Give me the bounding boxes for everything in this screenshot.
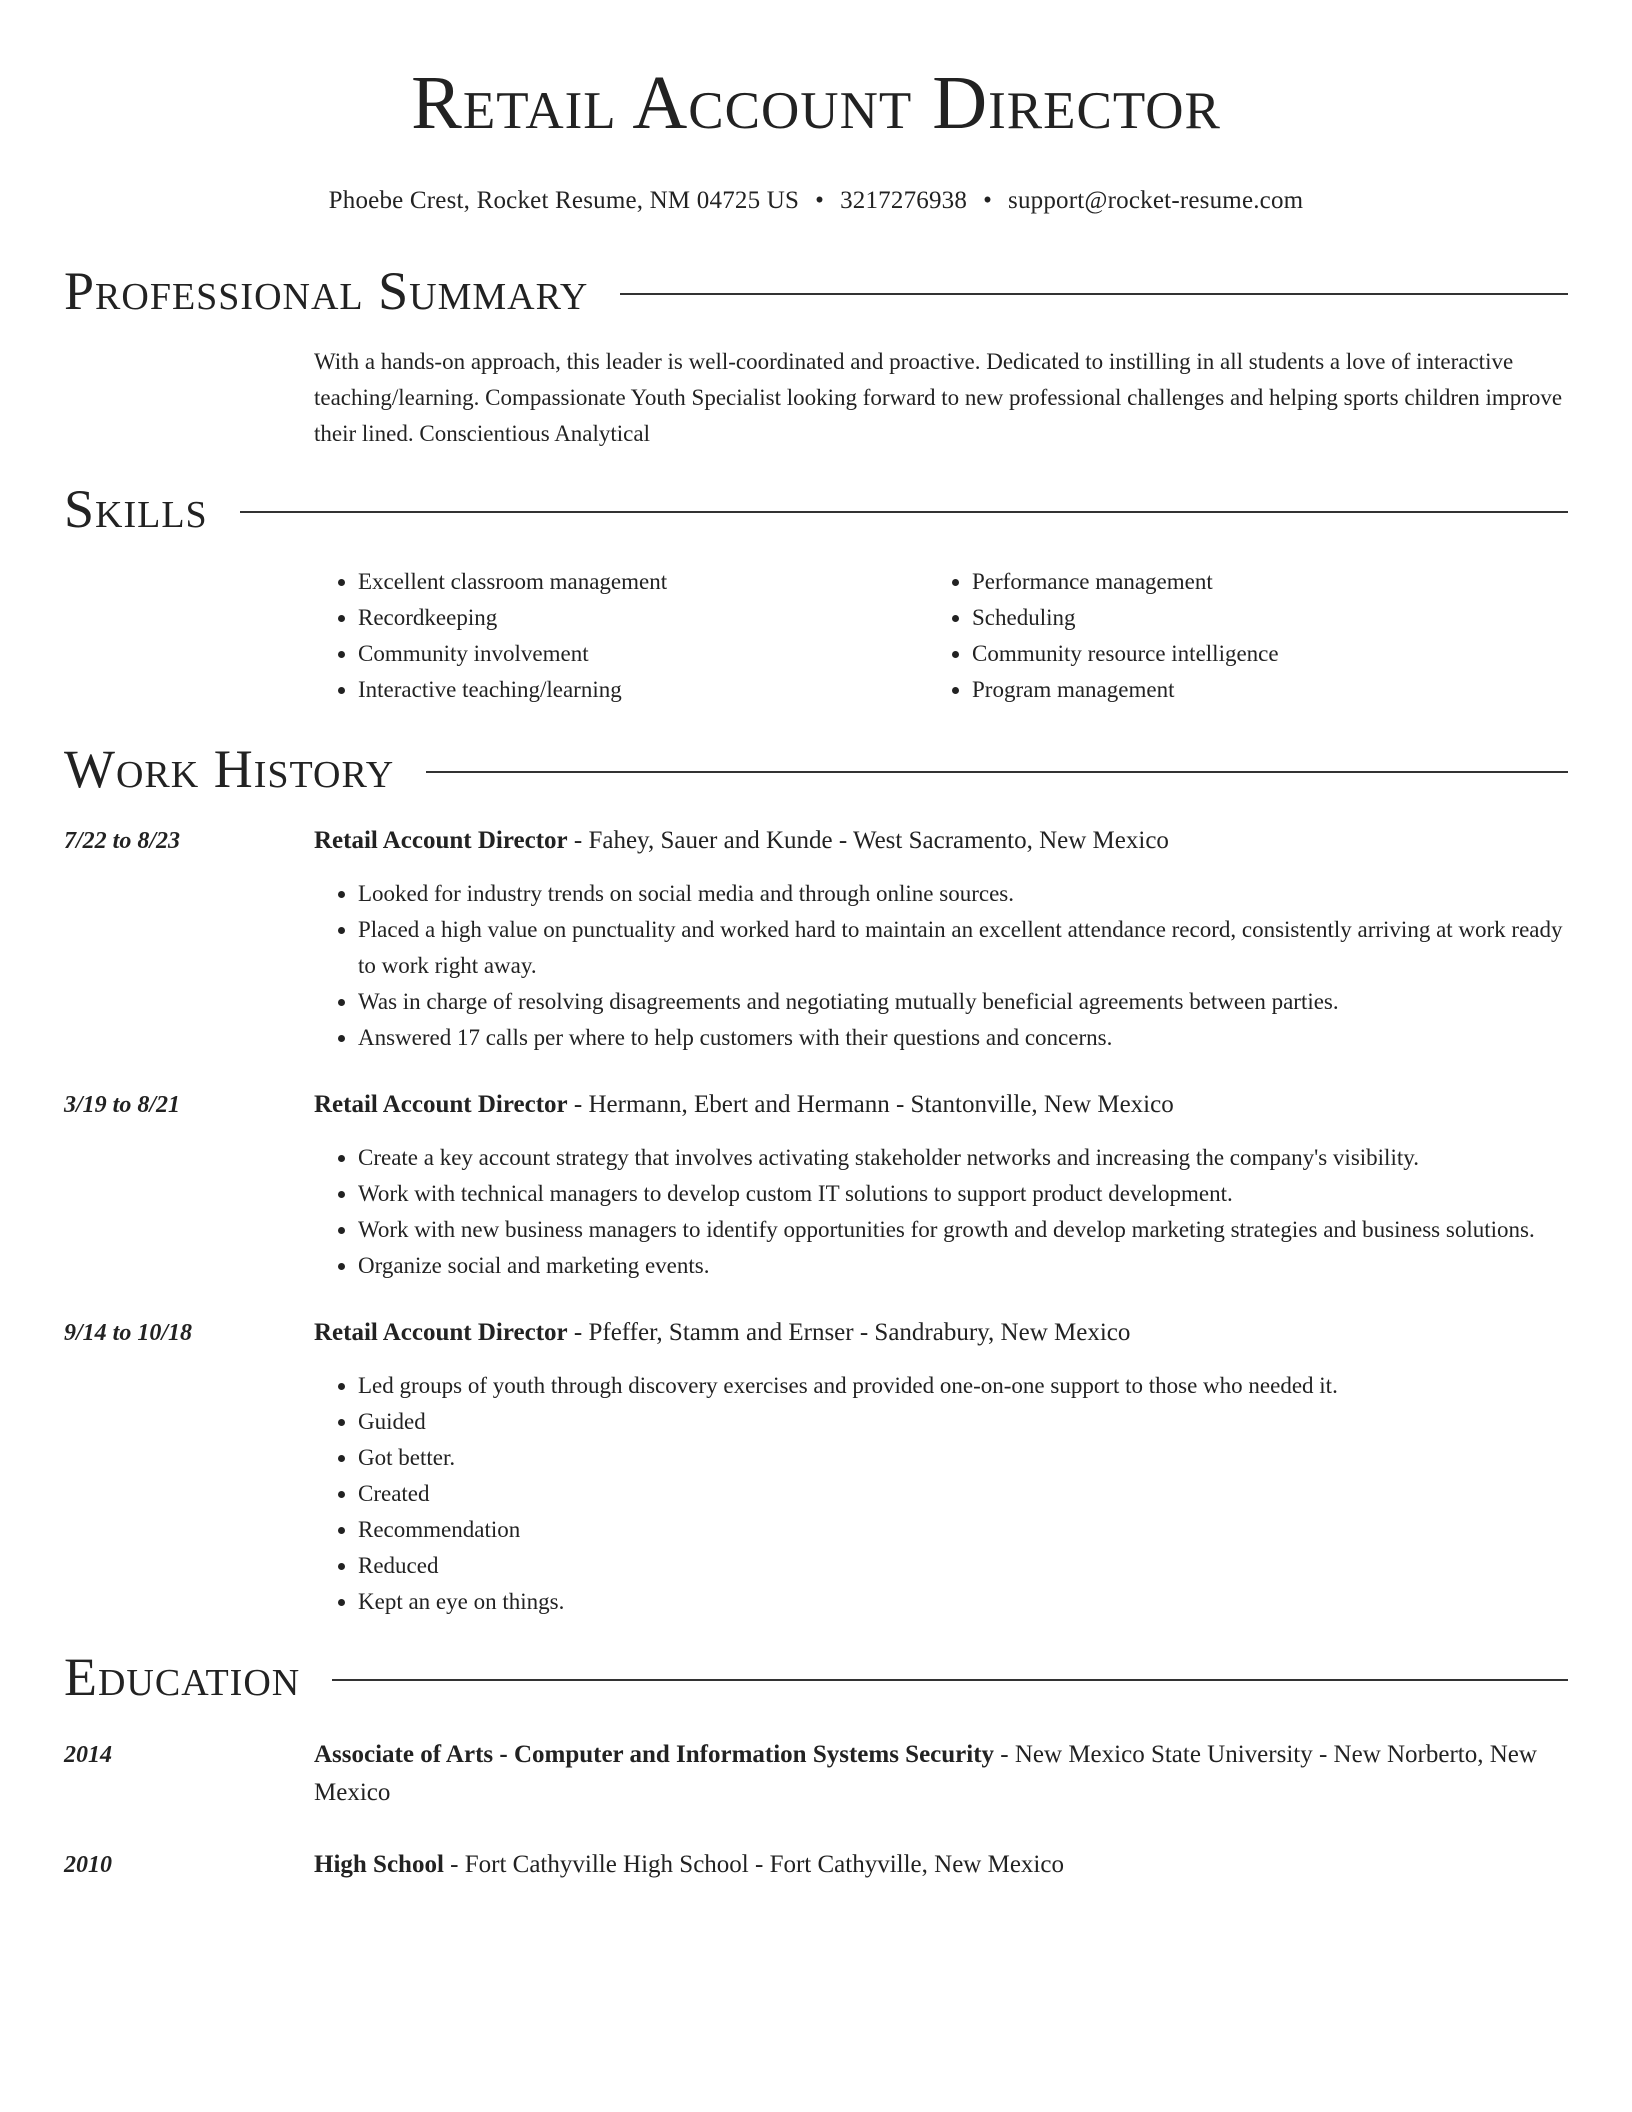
job-heading (314, 822, 1568, 860)
section-divider (426, 771, 1568, 773)
job-bullet: • Created (358, 1476, 1568, 1512)
education-degree: Associate of Arts - Computer and Information Systems Security (314, 1741, 995, 1768)
job-dates: 7/22 to 8/23 (64, 828, 181, 854)
job-bullets (314, 1140, 1568, 1284)
education-year: 2014 (64, 1742, 112, 1768)
contact-email[interactable]: support@rocket-resume.com (1008, 187, 1304, 214)
job-bullet: • Got better. (358, 1440, 1568, 1476)
skill-item: • Recordkeeping (358, 600, 928, 636)
job-employer: - Pfeffer, Stamm and Ernser - Sandrabury, New Mexico (567, 1319, 1131, 1346)
job-employer: - Fahey, Sauer and Kunde - West Sacramento, New Mexico (567, 827, 1169, 854)
contact-separator: • (815, 187, 825, 214)
skill-item: • Program management (972, 672, 1542, 708)
education-entry (64, 1846, 1568, 1884)
skill-item: • Scheduling (972, 600, 1542, 636)
job-bullet: • Recommendation (358, 1512, 1568, 1548)
job-heading (314, 1314, 1568, 1352)
job-bullet: • Work with new business managers to identify opportunities for growth and develop marketing strategies and business solutions. (358, 1212, 1568, 1248)
education-degree: High School (314, 1851, 444, 1878)
job-entry (64, 822, 1568, 1056)
skills-section-header (64, 474, 1568, 544)
education-school: - New Mexico State University - New Norberto, New Mexico (314, 1741, 1537, 1806)
summary-heading: Professional Summary (64, 261, 589, 321)
job-title: Retail Account Director (314, 1319, 568, 1346)
job-bullet: • Placed a high value on punctuality and worked hard to maintain an excellent attendance record, consistently arriving at work ready to work right away. (358, 912, 1568, 984)
job-bullet: • Create a key account strategy that involves activating stakeholder networks and increasing the company's visibility. (358, 1140, 1568, 1176)
skills-column-right (928, 564, 1542, 708)
job-heading (314, 1086, 1568, 1124)
contact-separator: • (983, 187, 993, 214)
skills-column-left (314, 564, 928, 708)
job-bullet: • Kept an eye on things. (358, 1584, 1568, 1620)
job-bullet: • Organize social and marketing events. (358, 1248, 1568, 1284)
job-bullet: • Reduced (358, 1548, 1568, 1584)
job-bullet: • Guided (358, 1404, 1568, 1440)
education-year: 2010 (64, 1852, 112, 1878)
job-bullets (314, 876, 1568, 1056)
job-dates: 9/14 to 10/18 (64, 1320, 193, 1346)
education-school: - Fort Cathyville High School - Fort Cathyville, New Mexico (443, 1851, 1064, 1878)
contact-phone: 3217276938 (840, 187, 968, 214)
skills-heading: Skills (64, 479, 208, 539)
education-heading-line (314, 1736, 1568, 1812)
skill-item: • Interactive teaching/learning (358, 672, 928, 708)
skill-item: • Community involvement (358, 636, 928, 672)
education-heading-line (314, 1846, 1568, 1884)
section-divider (332, 1679, 1568, 1681)
resume-title: Retail Account Director (411, 61, 1221, 145)
summary-text: With a hands-on approach, this leader is well-coordinated and proactive. Dedicated to instilling in all students a love of interactive teaching/learning. Compassionate Youth Specialist looking forward to new professional challenges and helping sports children improve their lined. Conscientious Analytical (314, 349, 1563, 446)
job-employer: - Hermann, Ebert and Hermann - Stantonville, New Mexico (567, 1091, 1174, 1118)
summary-section-header (64, 256, 1568, 326)
job-entry (64, 1314, 1568, 1620)
skill-item: • Community resource intelligence (972, 636, 1542, 672)
education-section-header (64, 1642, 1568, 1712)
section-divider (620, 293, 1568, 295)
job-title: Retail Account Director (314, 827, 568, 854)
job-entry (64, 1086, 1568, 1284)
job-bullet: • Looked for industry trends on social media and through online sources. (358, 876, 1568, 912)
job-bullet: • Was in charge of resolving disagreements and negotiating mutually beneficial agreements between parties. (358, 984, 1568, 1020)
job-dates: 3/19 to 8/21 (64, 1092, 181, 1118)
education-entry (64, 1736, 1568, 1812)
skills-list (314, 564, 1568, 708)
job-bullet: • Answered 17 calls per where to help customers with their questions and concerns. (358, 1020, 1568, 1056)
job-bullet: • Work with technical managers to develop custom IT solutions to support product development. (358, 1176, 1568, 1212)
education-heading: Education (64, 1647, 301, 1707)
job-bullets (314, 1368, 1568, 1620)
contact-line (64, 184, 1568, 218)
work-heading: Work History (64, 739, 395, 799)
contact-address: Phoebe Crest, Rocket Resume, NM 04725 US (328, 187, 800, 214)
skill-item: • Performance management (972, 564, 1542, 600)
work-section-header (64, 734, 1568, 804)
skill-item: • Excellent classroom management (358, 564, 928, 600)
job-title: Retail Account Director (314, 1091, 568, 1118)
section-divider (240, 511, 1568, 513)
job-bullet: • Led groups of youth through discovery exercises and provided one-on-one support to those who needed it. (358, 1368, 1568, 1404)
